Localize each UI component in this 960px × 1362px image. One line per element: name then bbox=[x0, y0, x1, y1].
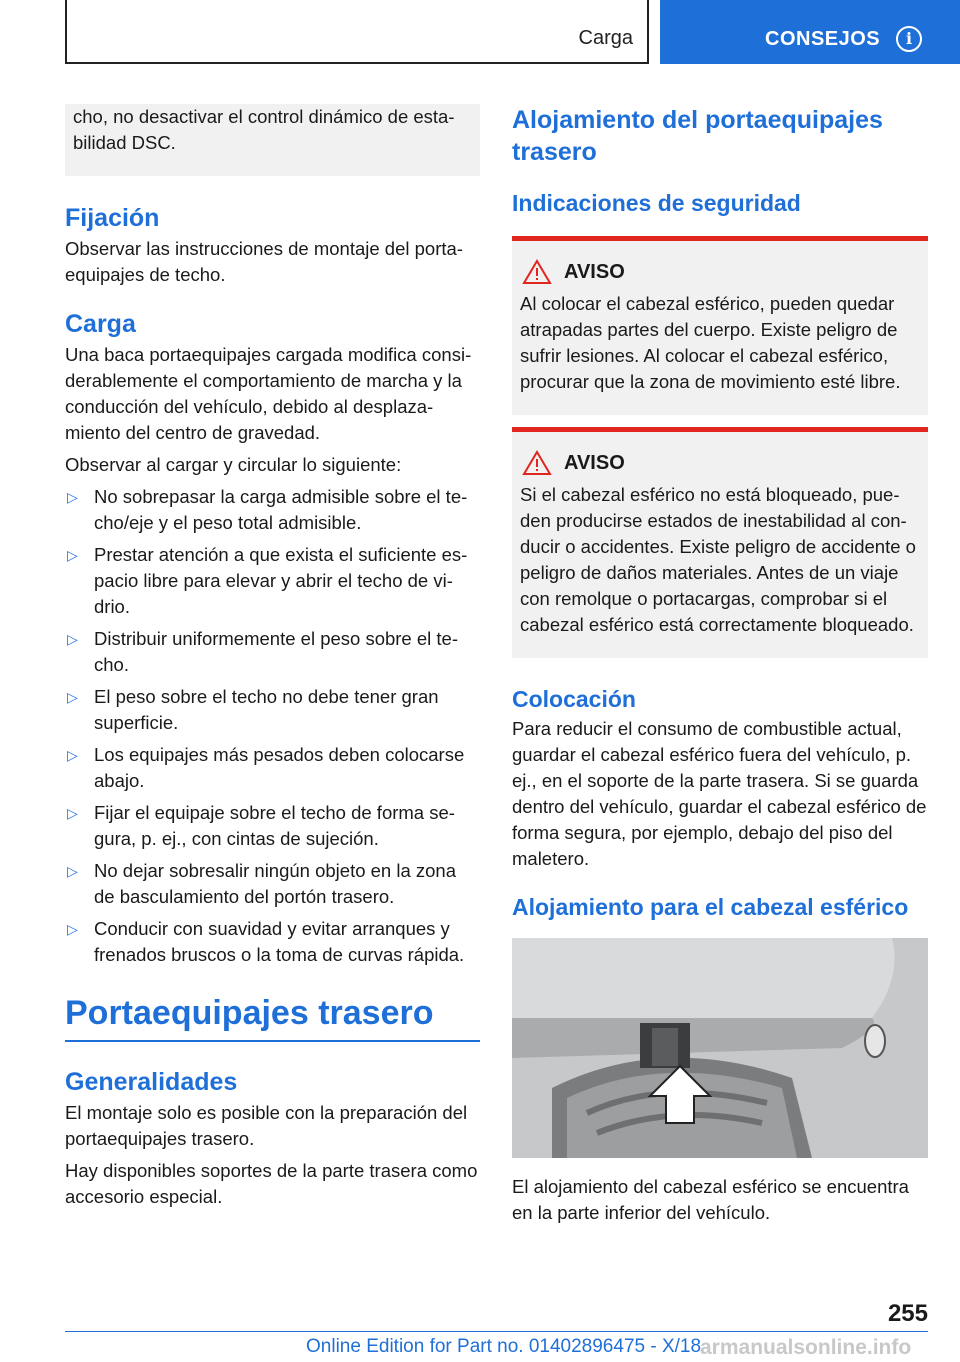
warning-title: AVISO bbox=[564, 260, 625, 283]
info-box-carryover bbox=[65, 104, 480, 176]
info-icon[interactable]: i bbox=[896, 26, 922, 52]
triangle-bullet-icon: ▷ bbox=[67, 863, 78, 879]
list-item: ▷ Conducir con suavidad y evitar arranques y frenados bruscos o la toma de curvas rápida. bbox=[67, 918, 465, 965]
section-title: Carga bbox=[578, 27, 633, 49]
list-item: ▷ No sobrepasar la carga admisible sobre el techo/eje y el peso total admisible. bbox=[67, 486, 468, 533]
carga-intro: Observar al cargar y circular lo siguiente: bbox=[65, 454, 402, 475]
warning-title: AVISO bbox=[564, 451, 625, 474]
list-item: ▷ Prestar atención a que exista el suficiente espacio libre para elevar y abrir el techo de vidrio. bbox=[67, 544, 468, 617]
triangle-bullet-icon: ▷ bbox=[67, 921, 78, 937]
warning-header bbox=[520, 259, 920, 285]
left-column bbox=[65, 104, 480, 1210]
triangle-bullet-icon: ▷ bbox=[67, 489, 78, 505]
heading-fijacion: Fijación bbox=[65, 204, 160, 232]
tab-consejos[interactable] bbox=[660, 0, 960, 64]
heading-colocacion: Colocación bbox=[512, 686, 636, 712]
warning-header bbox=[520, 450, 920, 476]
triangle-bullet-icon: ▷ bbox=[67, 547, 78, 563]
warning-box-2 bbox=[512, 427, 928, 658]
colocacion-text: Para reducir el consumo de combustible actual, guardar el cabezal esférico fuera del vehículo, p. ej., en el soporte de la parte trasera. Si se guarda dentro del vehículo, guardar el cabezal esférico de forma segura, por ejemplo, debajo del piso del maletero. bbox=[512, 718, 927, 869]
heading-seguridad: Indicaciones de seguridad bbox=[512, 190, 801, 216]
list-item: ▷ Fijar el equipaje sobre el techo de forma segura, p. ej., con cintas de sujeción. bbox=[67, 802, 455, 849]
tow-hitch-illustration-icon bbox=[512, 938, 928, 1158]
tab-label: CONSEJOS bbox=[765, 28, 881, 50]
right-column bbox=[512, 104, 928, 1226]
carga-text: Una baca portaequipajes cargada modifica considerablemente el comportamiento de marcha y la conducción del vehículo, debido al desplazamiento del centro de gravedad. bbox=[65, 344, 472, 443]
watermark: armanualsonline.info bbox=[700, 1336, 912, 1359]
warning-text: Si el cabezal esférico no está bloqueado, pueden producirse estados de inestabilidad al conducir o accidentes. Existe peligro de accidente o peligro de daños materiales. Antes de un viaje con remolque o portacargas, comprobar si el cabezal esférico está correctamente bloqueado. bbox=[520, 484, 916, 635]
triangle-bullet-icon: ▷ bbox=[67, 689, 78, 705]
warning-triangle-icon bbox=[522, 450, 552, 476]
triangle-bullet-icon: ▷ bbox=[67, 631, 78, 647]
warning-text: Al colocar el cabezal esférico, pueden quedar atrapadas partes del cuerpo. Existe peligro de sufrir lesiones. Al colocar el cabezal esférico, procurar que la zona de movimiento esté libre. bbox=[520, 293, 901, 392]
fijacion-text: Observar las instrucciones de montaje del portaequipajes de techo. bbox=[65, 238, 463, 285]
list-item: ▷ Los equipajes más pesados deben colocarse abajo. bbox=[67, 744, 465, 791]
heading-alojamiento: Alojamiento del portaequipajes trasero bbox=[512, 106, 883, 166]
warning-box-1 bbox=[512, 236, 928, 415]
header-bar bbox=[65, 0, 649, 64]
triangle-bullet-icon: ▷ bbox=[67, 805, 78, 821]
carryover-text: cho, no desactivar el control dinámico de estabilidad DSC. bbox=[73, 106, 455, 153]
heading-alojamiento-cabezal: Alojamiento para el cabezal esférico bbox=[512, 894, 909, 920]
warning-triangle-icon bbox=[522, 259, 552, 285]
carga-list bbox=[65, 484, 480, 968]
page-number: 255 bbox=[887, 1300, 928, 1327]
heading-carga: Carga bbox=[65, 310, 136, 338]
heading-portaequipajes: Portaequipajes trasero bbox=[65, 992, 480, 1042]
generalidades-text-1: El montaje solo es posible con la preparación del portaequipajes trasero. bbox=[65, 1102, 468, 1149]
heading-generalidades: Generalidades bbox=[65, 1068, 238, 1096]
triangle-bullet-icon: ▷ bbox=[67, 747, 78, 763]
vehicle-underside-figure bbox=[512, 938, 928, 1158]
figure-caption: El alojamiento del cabezal esférico se encuentra en la parte inferior del vehículo. bbox=[512, 1176, 909, 1223]
list-item: ▷ El peso sobre el techo no debe tener gran superficie. bbox=[67, 686, 439, 733]
generalidades-text-2: Hay disponibles soportes de la parte trasera como accesorio especial. bbox=[65, 1160, 478, 1207]
list-item: ▷ Distribuir uniformemente el peso sobre el techo. bbox=[67, 628, 459, 675]
footer-edition: Online Edition for Part no. 01402896475 - X/18 bbox=[306, 1336, 702, 1357]
footer-divider bbox=[65, 1331, 928, 1332]
list-item: ▷ No dejar sobresalir ningún objeto en la zona de basculamiento del portón trasero. bbox=[67, 860, 457, 907]
